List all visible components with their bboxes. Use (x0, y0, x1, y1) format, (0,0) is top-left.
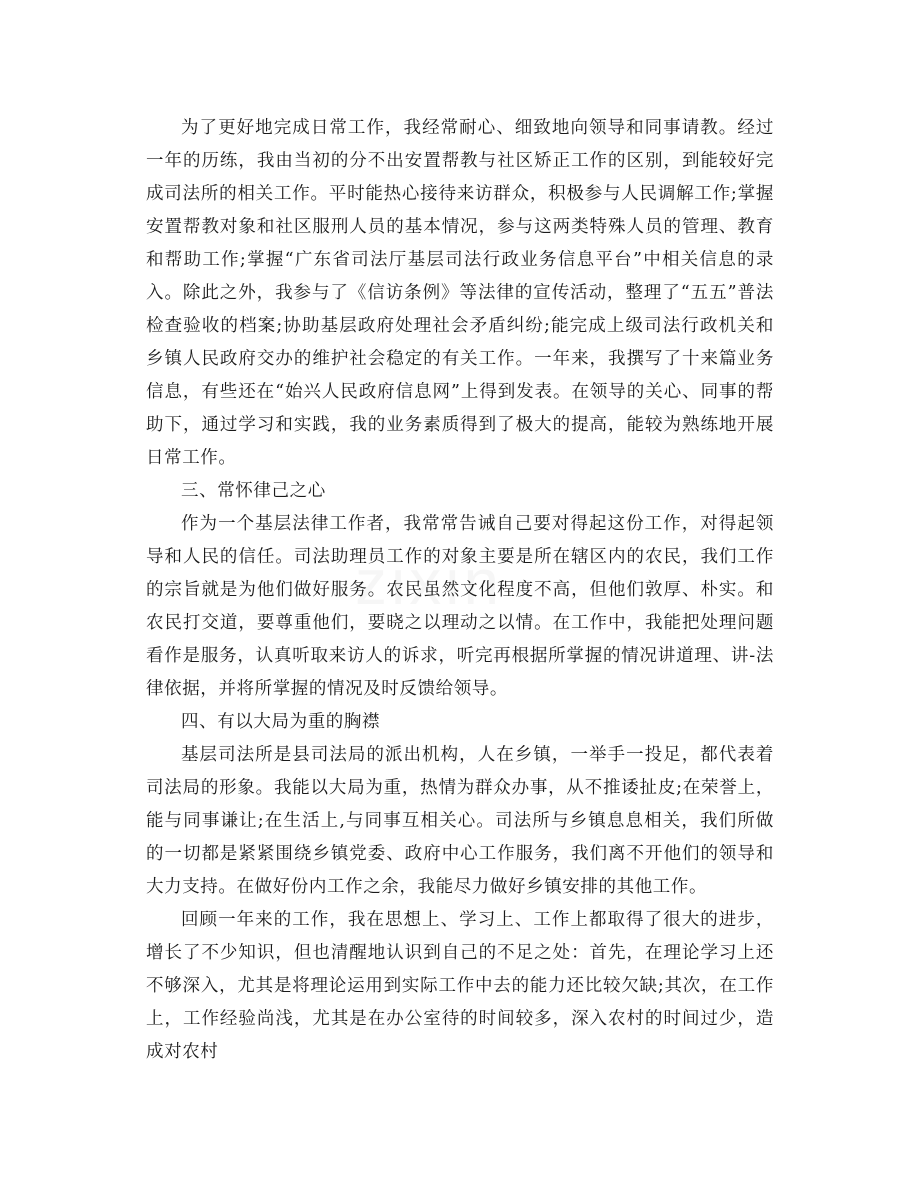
section-heading-overall-situation: 四、有以大局为重的胸襟 (181, 712, 381, 732)
paragraph-review: 回顾一年来的工作，我在思想上、学习上、工作上都取得了很大的进步，增长了不少知识，但也清醒地认识到自己的不足之处：首先，在理论学习上还不够深入，尤其是将理论运用到实际工作中去的能力还比较欠缺;其次，在工作上，工作经验尚浅，尤其是在办公室待的时间较多，深入农村的时间过少，造成对农村 (146, 910, 774, 1062)
paragraph-overall-situation: 基层司法所是县司法局的派出机构，人在乡镇，一举手一投足，都代表着司法局的形象。我能以大局为重，热情为群众办事，从不推诿扯皮;在荣誉上，能与同事谦让;在生活上,与同事互相关心。司法所与乡镇息息相关，我们所做的一切都是紧紧围绕乡镇党委、政府中心工作服务，我们离不开他们的领导和大力支持。在做好份内工作之余，我能尽力做好乡镇安排的其他工作。 (146, 745, 774, 897)
document-body (146, 112, 774, 1069)
paragraph-daily-work: 为了更好地完成日常工作，我经常耐心、细致地向领导和同事请教。经过一年的历练，我由当初的分不出安置帮教与社区矫正工作的区别，到能较好完成司法所的相关工作。平时能热心接待来访群众，积极参与人民调解工作;掌握安置帮教对象和社区服刑人员的基本情况，参与这两类特殊人员的管理、教育和帮助工作;掌握“广东省司法厅基层司法行政业务信息平台”中相关信息的录入。除此之外，我参与了《信访条例》等法律的宣传活动，整理了“五五”普法检查验收的档案;协助基层政府处理社会矛盾纠纷;能完成上级司法行政机关和乡镇人民政府交办的维护社会稳定的有关工作。一年来，我撰写了十来篇业务信息，有些还在“始兴人民政府信息网”上得到发表。在领导的关心、同事的帮助下，通过学习和实践，我的业务素质得到了极大的提高，能较为熟练地开展日常工作。 (146, 118, 774, 468)
section-heading-self-discipline: 三、常怀律己之心 (181, 481, 326, 501)
paragraph-self-discipline: 作为一个基层法律工作者，我常常告诫自己要对得起这份工作，对得起领导和人民的信任。司法助理员工作的对象主要是所在辖区内的农民，我们工作的宗旨就是为他们做好服务。农民虽然文化程度不高，但他们敦厚、朴实。和农民打交道，要尊重他们，要晓之以理动之以情。在工作中，我能把处理问题看作是服务，认真听取来访人的诉求，听完再根据所掌握的情况讲道理、讲-法律依据，并将所掌握的情况及时反馈给领导。 (146, 514, 774, 699)
